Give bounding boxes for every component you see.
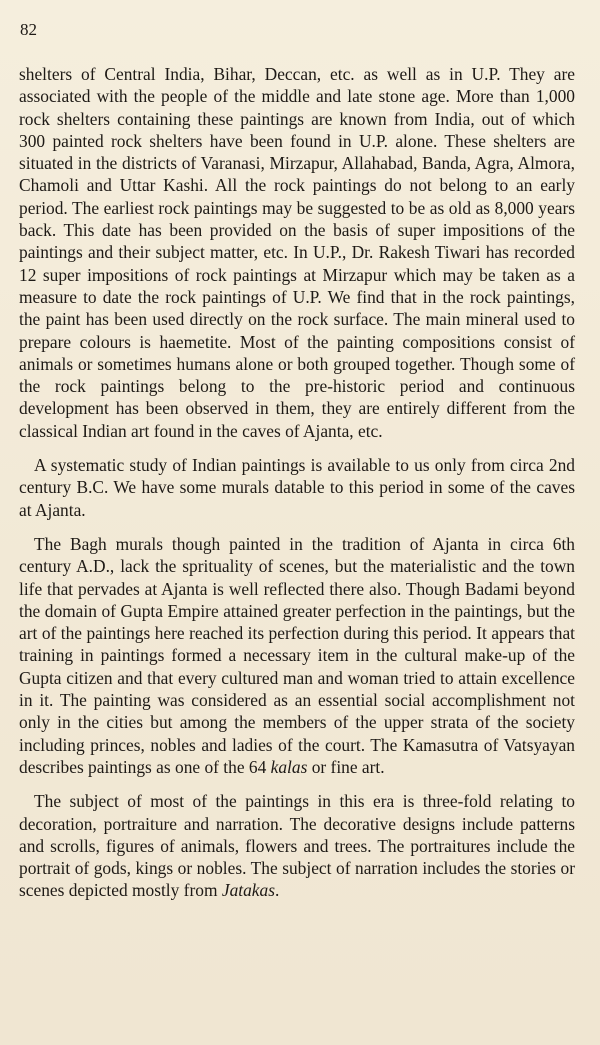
paragraph-3-text-end: or fine art. [307,756,385,777]
body-text [19,63,575,902]
paragraph-3-text: The Bagh murals though painted in the tradition of Ajanta in circa 6th century A.D., lack the sprituality of scenes, but the materialistic and the town life that pervades at Ajanta is well reflected there also. Though Badami beyond the domain of Gupta Empire attained greater perfection in the paintings, but the art of the paintings here reached its perfection during this period. It appears that training in paintings formed a necessary item in the cultural make-up of the Gupta citizen and that every cultured man and woman tried to attain excellence in it. The painting was considered as an essential social accomplishment not only in the cities but among the members of the upper strata of the society including princes, nobles and ladies of the court. The Kamasutra of Vatsyayan describes paintings as one of the 64 [19,533,575,777]
paragraph-4 [19,790,575,901]
paragraph-4-italic-term: Jatakas [221,880,275,901]
paragraph-2 [19,454,575,521]
paragraph-1 [19,63,575,442]
page-number: 82 [20,20,37,39]
paragraph-3 [19,533,575,778]
paragraph-4-text: The subject of most of the paintings in this era is three-fold relating to decoration, portraiture and narration. The decorative designs include patterns and scrolls, figures of animals, flowers and trees. The portraitures include the portrait of gods, kings or nobles. The subject of narration includes the stories or scenes depicted mostly from [19,791,575,901]
paragraph-3-italic-term: kalas [270,756,308,777]
paragraph-4-text-end: . [274,880,280,901]
paragraph-1-text: shelters of Central India, Bihar, Deccan, etc. as well as in U.P. They are associated with the people of the middle and late stone age. More than 1,000 rock shelters containing these paintings are known from India, out of which 300 painted rock shelters have been found in U.P. alone. These shelters are situated in the districts of Varanasi, Mirzapur, Allahabad, Banda, Agra, Almora, Chamoli and Uttar Kashi. All the rock paintings do not belong to an early period. The earliest rock paintings may be suggested to be as old as 8,000 years back. This date has been provided on the basis of super impositions of the paintings and their subject matter, etc. In U.P., Dr. Rakesh Tiwari has recorded 12 super impositions of rock paintings at Mirzapur which may be taken as a measure to date the rock paintings of U.P. We find that in the rock paintings, the paint has been used directly on the rock surface. The main mineral used to prepare colours is haemetite. Most of the painting compositions consist of animals or sometimes humans alone or both grouped together. Though some of the rock paintings belong to the pre-historic period and continuous development has been observed in them, they are entirely different from the classical Indian art found in the caves of Ajanta, etc. [19,64,575,441]
paragraph-2-text: A systematic study of Indian paintings is available to us only from circa 2nd century B.C. We have some murals datable to this period in some of the caves at Ajanta. [19,455,575,520]
